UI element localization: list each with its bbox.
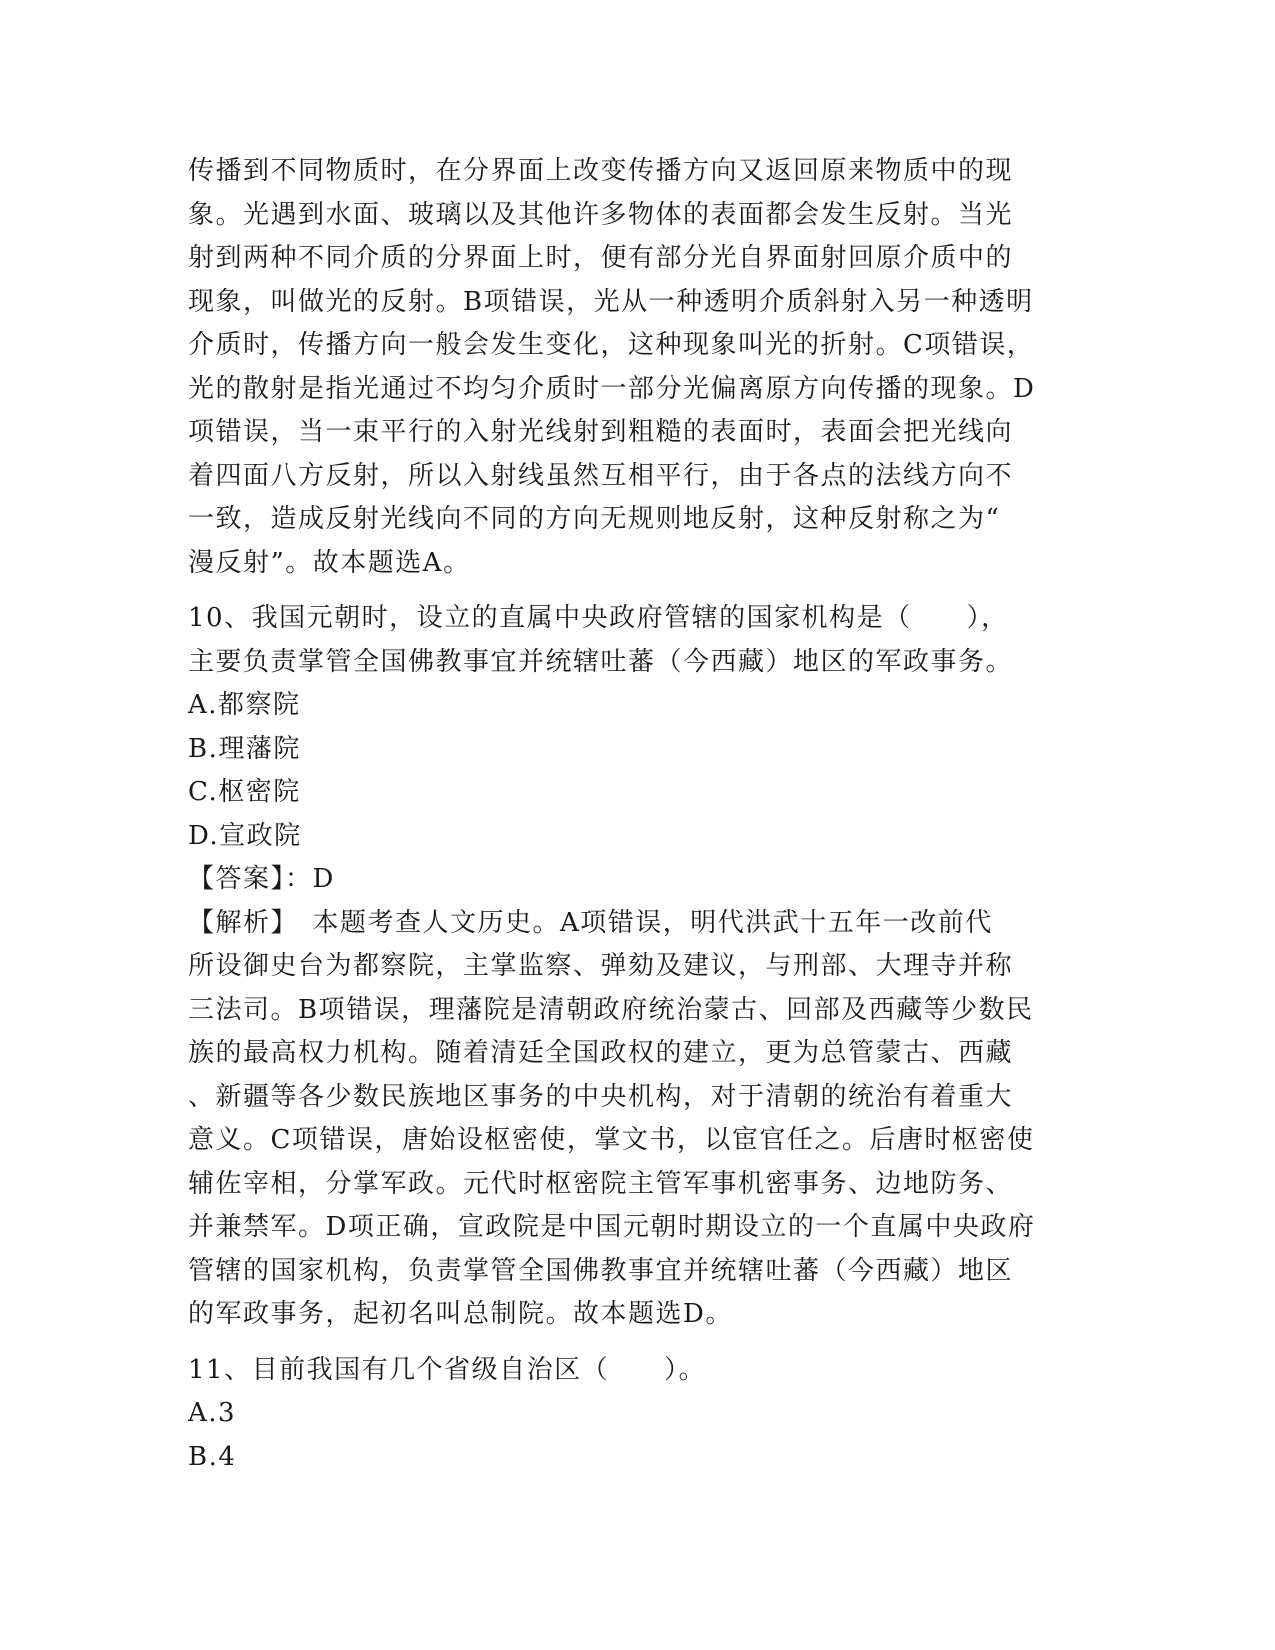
analysis-line: 管辖的国家机构，负责掌管全国佛教事宜并统辖吐蕃（今西藏）地区 bbox=[188, 1255, 1014, 1286]
spacer bbox=[188, 585, 1088, 597]
text-line: 项错误，当一束平行的入射光线射到粗糙的表面时，表面会把光线向 bbox=[188, 417, 1014, 447]
analysis-line: 的军政事务，起初名叫总制院。故本题选D。 bbox=[188, 1299, 733, 1329]
option-a: A.都察院 bbox=[188, 690, 301, 720]
text-line: 射到两种不同介质的分界面上时，便有部分光自界面射回原介质中的 bbox=[188, 243, 1014, 273]
question-11 bbox=[188, 1349, 1088, 1480]
q9-analysis-continuation bbox=[188, 150, 1088, 585]
text-line: 介质时，传播方向一般会发生变化，这种现象叫光的折射。C项错误， bbox=[188, 330, 1035, 360]
option-b: B.4 bbox=[188, 1441, 237, 1472]
text-line: 漫反射”。故本题选A。 bbox=[188, 547, 471, 578]
spacer bbox=[188, 1337, 1088, 1349]
question-stem: 11、目前我国有几个省级自治区（ ）。 bbox=[188, 1354, 707, 1385]
analysis-line: 所设御史台为都察院，主掌监察、弹劾及建议，与刑部、大理寺并称 bbox=[188, 951, 1014, 981]
analysis-line: 三法司。B项错误，理藩院是清朝政府统治蒙古、回部及西藏等少数民 bbox=[188, 994, 1034, 1025]
option-b: B.理藩院 bbox=[188, 733, 301, 764]
option-a: A.3 bbox=[188, 1398, 237, 1428]
text-line: 现象，叫做光的反射。B项错误，光从一种透明介质斜射入另一种透明 bbox=[188, 286, 1034, 317]
question-stem: 10、我国元朝时，设立的直属中央政府管辖的国家机构是（ ）， bbox=[188, 603, 1009, 633]
analysis-line: 、新疆等各少数民族地区事务的中央机构，对于清朝的统治有着重大 bbox=[188, 1081, 1014, 1112]
answer: 【答案】：D bbox=[188, 864, 335, 894]
question-stem: 主要负责掌管全国佛教事宜并统辖吐蕃（今西藏）地区的军政事务。 bbox=[188, 646, 1014, 677]
option-d: D.宣政院 bbox=[188, 820, 302, 851]
document-page bbox=[188, 150, 1088, 1479]
analysis-line: 并兼禁军。D项正确，宣政院是中国元朝时期设立的一个直属中央政府 bbox=[188, 1212, 1036, 1242]
analysis-line: 意义。C项错误，唐始设枢密使，掌文书，以宦官任之。后唐时枢密使 bbox=[188, 1125, 1035, 1155]
text-line: 象。光遇到水面、玻璃以及其他许多物体的表面都会发生反射。当光 bbox=[188, 199, 1014, 230]
text-line: 一致，造成反射光线向不同的方向无规则地反射，这种反射称之为“ bbox=[188, 504, 1001, 534]
analysis-line: 【解析】 本题考查人文历史。A项错误，明代洪武十五年一改前代 bbox=[188, 907, 993, 938]
analysis-line: 族的最高权力机构。随着清廷全国政权的建立，更为总管蒙古、西藏 bbox=[188, 1038, 1014, 1068]
analysis-line: 辅佐宰相，分掌军政。元代时枢密院主管军事机密事务、边地防务、 bbox=[188, 1168, 1014, 1199]
text-line: 着四面八方反射，所以入射线虽然互相平行，由于各点的法线方向不 bbox=[188, 460, 1014, 491]
option-c: C.枢密院 bbox=[188, 777, 301, 807]
text-line: 传播到不同物质时，在分界面上改变传播方向又返回原来物质中的现 bbox=[188, 156, 1014, 186]
text-line: 光的散射是指光通过不均匀介质时一部分光偏离原方向传播的现象。D bbox=[188, 373, 1036, 404]
question-10 bbox=[188, 597, 1088, 1337]
